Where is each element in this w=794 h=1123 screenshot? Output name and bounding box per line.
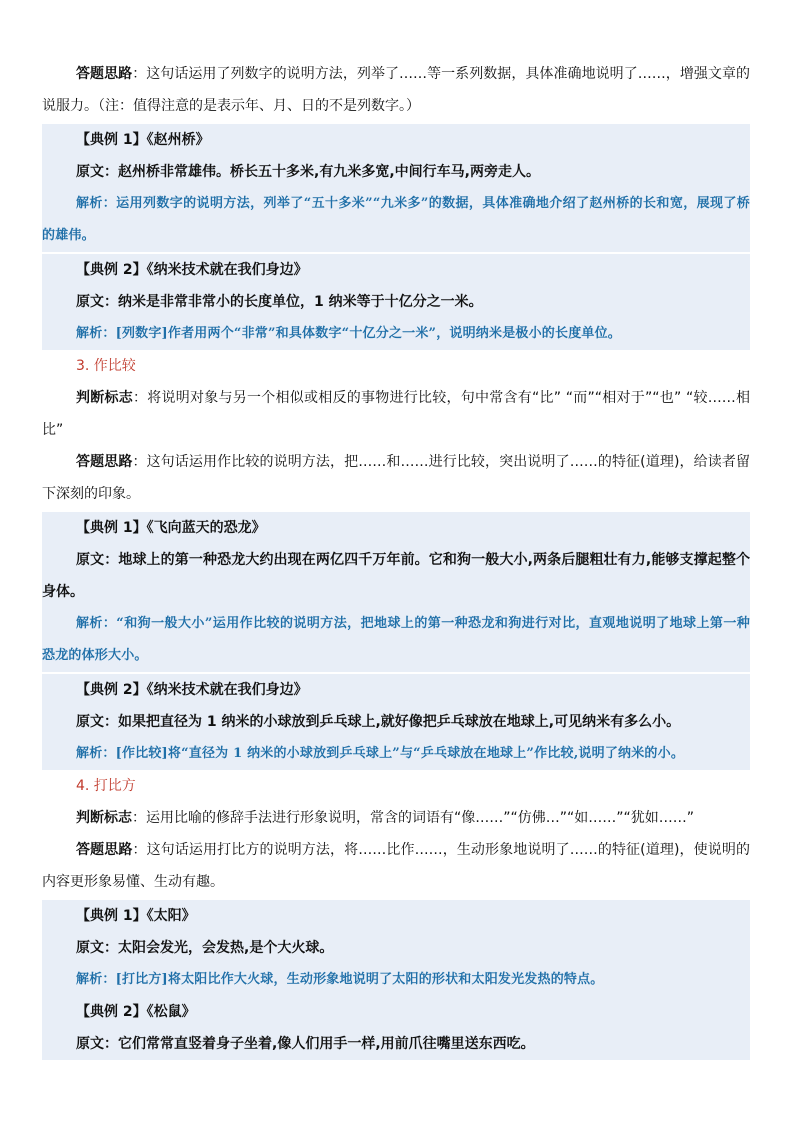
example-title: 【典例 1】《太阳》 — [76, 908, 196, 924]
section4-mark-lead: 判断标志 — [76, 810, 132, 826]
example-original: 原文：纳米是非常非常小的长度单位，1 纳米等于十亿分之一米。 — [76, 294, 483, 310]
example-block — [42, 254, 750, 350]
example-analysis: 解析：运用列数字的说明方法，列举了“五十多米”“九米多”的数据，具体准确地介绍了赵州桥的长和宽，展现了桥的雄伟。 — [42, 196, 750, 243]
document-content — [42, 58, 750, 1060]
example-block — [42, 674, 750, 770]
example-original: 原文：它们常常直竖着身子坐着,像人们用手一样,用前爪往嘴里送东西吃。 — [76, 1036, 535, 1052]
example-original: 原文：地球上的第一种恐龙大约出现在两亿四千万年前。它和狗一般大小,两条后腿粗壮有力,能够支撑起整个身体。 — [42, 552, 750, 600]
example-analysis: 解析：“和狗一般大小”运用作比较的说明方法，把地球上的第一种恐龙和狗进行对比，直观地说明了地球上第一种恐龙的体形大小。 — [42, 616, 750, 663]
example-block — [42, 512, 750, 672]
section3-mark-lead: 判断标志 — [76, 390, 134, 406]
example-title: 【典例 2】《纳米技术就在我们身边》 — [76, 262, 308, 278]
intro-lead: 答题思路 — [76, 66, 133, 82]
section3-idea-paragraph — [42, 446, 750, 510]
section4-mark-paragraph — [42, 802, 750, 834]
intro-paragraph — [42, 58, 750, 122]
example-original: 原文：赵州桥非常雄伟。桥长五十多米,有九米多宽,中间行车马,两旁走人。 — [76, 164, 540, 180]
section-heading-metaphor: 4. 打比方 — [76, 778, 136, 794]
section-heading-compare: 3. 作比较 — [76, 358, 136, 374]
section4-idea-text: ：这句话运用打比方的说明方法，将……比作……，生动形象地说明了……的特征(道理)，使说明的内容更形象易懂、生动有趣。 — [42, 842, 751, 890]
example-title: 【典例 1】《飞向蓝天的恐龙》 — [76, 520, 266, 536]
example-analysis: 解析：[列数字]作者用两个“非常”和具体数字“十亿分之一米”，说明纳米是极小的长度单位。 — [76, 326, 622, 341]
section4-mark-text: ：运用比喻的修辞手法进行形象说明，常含的词语有“像……”“仿佛…”“如……”“犹如……” — [132, 810, 695, 826]
intro-text: ：这句话运用了列数字的说明方法，列举了……等一系列数据，具体准确地说明了……，增强文章的说服力。（注：值得注意的是表示年、月、日的不是列数字。） — [42, 66, 751, 114]
section4-idea-lead: 答题思路 — [76, 842, 133, 858]
example-original: 原文：如果把直径为 1 纳米的小球放到乒乓球上,就好像把乒乓球放在地球上,可见纳米有多么小。 — [76, 714, 681, 730]
example-original: 原文：太阳会发光，会发热,是个大火球。 — [76, 940, 334, 956]
example-analysis: 解析：[打比方]将太阳比作大火球，生动形象地说明了太阳的形状和太阳发光发热的特点。 — [76, 972, 604, 987]
example-block — [42, 900, 750, 1060]
section3-mark-text: ：将说明对象与另一个相似或相反的事物进行比较，句中常含有“比” “而”“相对于”“也” “较……相比” — [42, 390, 750, 438]
section4-idea-paragraph — [42, 834, 750, 898]
example-block — [42, 124, 750, 252]
section3-idea-text: ：这句话运用作比较的说明方法，把……和……进行比较，突出说明了……的特征(道理)，给读者留下深刻的印象。 — [42, 454, 751, 502]
section3-mark-paragraph — [42, 382, 750, 446]
example-analysis: 解析：[作比较]将“直径为 1 纳米的小球放到乒乓球上”与“乒乓球放在地球上”作比较,说明了纳米的小。 — [76, 746, 685, 761]
section3-idea-lead: 答题思路 — [76, 454, 133, 470]
example-title: 【典例 2】《纳米技术就在我们身边》 — [76, 682, 308, 698]
example-title: 【典例 1】《赵州桥》 — [76, 132, 210, 148]
example-title: 【典例 2】《松鼠》 — [76, 1004, 196, 1020]
